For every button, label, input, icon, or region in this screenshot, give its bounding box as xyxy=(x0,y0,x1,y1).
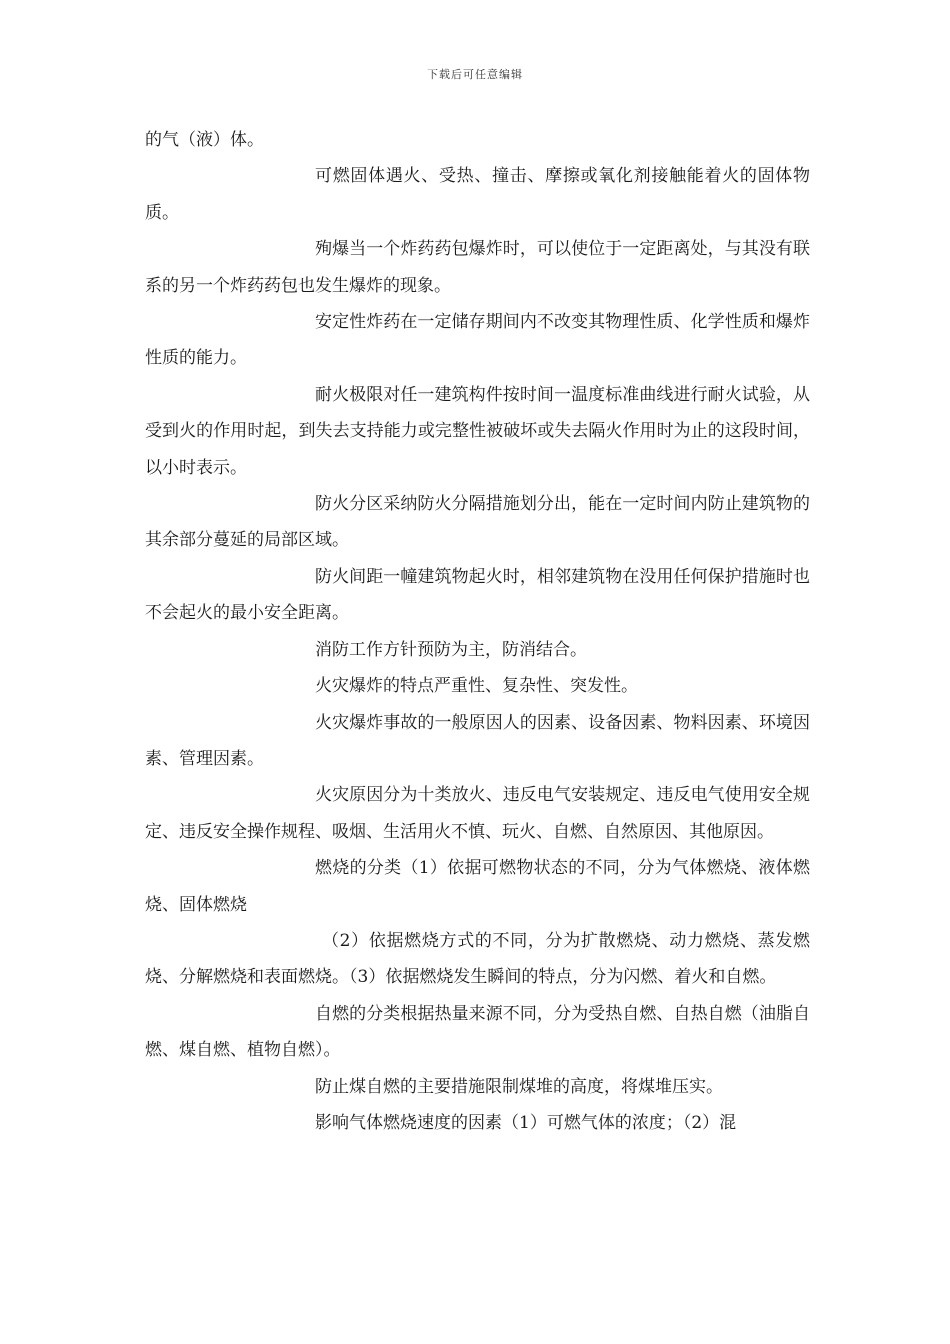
paragraph: 燃烧的分类（1）依据可燃物状态的不同，分为气体燃烧、液体燃烧、固体燃烧 xyxy=(145,858,810,915)
paragraph: 防火间距一幢建筑物起火时，相邻建筑物在没用任何保护措施时也不会起火的最小安全距离。 xyxy=(145,566,810,624)
paragraph: 防止煤自燃的主要措施限制煤堆的高度，将煤堆压实。 xyxy=(315,1076,723,1097)
paragraph: 火灾爆炸的特点严重性、复杂性、突发性。 xyxy=(315,676,638,697)
paragraph: 安定性炸药在一定储存期间内不改变其物理性质、化学性质和爆炸性质的能力。 xyxy=(145,312,810,369)
paragraph: 火灾原因分为十类放火、违反电气安装规定、违反电气使用安全规定、违反安全操作规程、吸烟、生活用火不慎、玩火、自燃、自然原因、其他原因。 xyxy=(145,785,810,842)
paragraph: 的气（液）体。 xyxy=(145,130,264,150)
page-header: 下载后可任意编辑 xyxy=(427,68,523,81)
document-body xyxy=(145,122,810,1141)
paragraph: 影响气体燃烧速度的因素（1）可燃气体的浓度；（2）混 xyxy=(315,1112,737,1133)
paragraph: 防火分区采纳防火分隔措施划分出，能在一定时间内防止建筑物的其余部分蔓延的局部区域。 xyxy=(145,494,810,551)
paragraph: 耐火极限对任一建筑构件按时间一温度标准曲线进行耐火试验，从受到火的作用时起，到失去支持能力或完整性被破坏或失去隔火作用时为止的这段时间，以小时表示。 xyxy=(145,384,810,478)
paragraph: 自燃的分类根据热量来源不同，分为受热自燃、自热自燃（油脂自燃、煤自燃、植物自燃）。 xyxy=(145,1003,810,1061)
paragraph: （2）依据燃烧方式的不同，分为扩散燃烧、动力燃烧、蒸发燃烧、分解燃烧和表面燃烧。（3）依据燃烧发生瞬间的特点，分为闪燃、着火和自燃。 xyxy=(145,930,810,988)
paragraph: 可燃固体遇火、受热、撞击、摩擦或氧化剂接触能着火的固体物质。 xyxy=(145,166,810,223)
paragraph: 殉爆当一个炸药药包爆炸时，可以使位于一定距离处，与其没有联系的另一个炸药药包也发生爆炸的现象。 xyxy=(145,239,810,296)
paragraph: 火灾爆炸事故的一般原因人的因素、设备因素、物料因素、环境因素、管理因素。 xyxy=(145,712,810,769)
paragraph: 消防工作方针预防为主，防消结合。 xyxy=(315,639,587,660)
